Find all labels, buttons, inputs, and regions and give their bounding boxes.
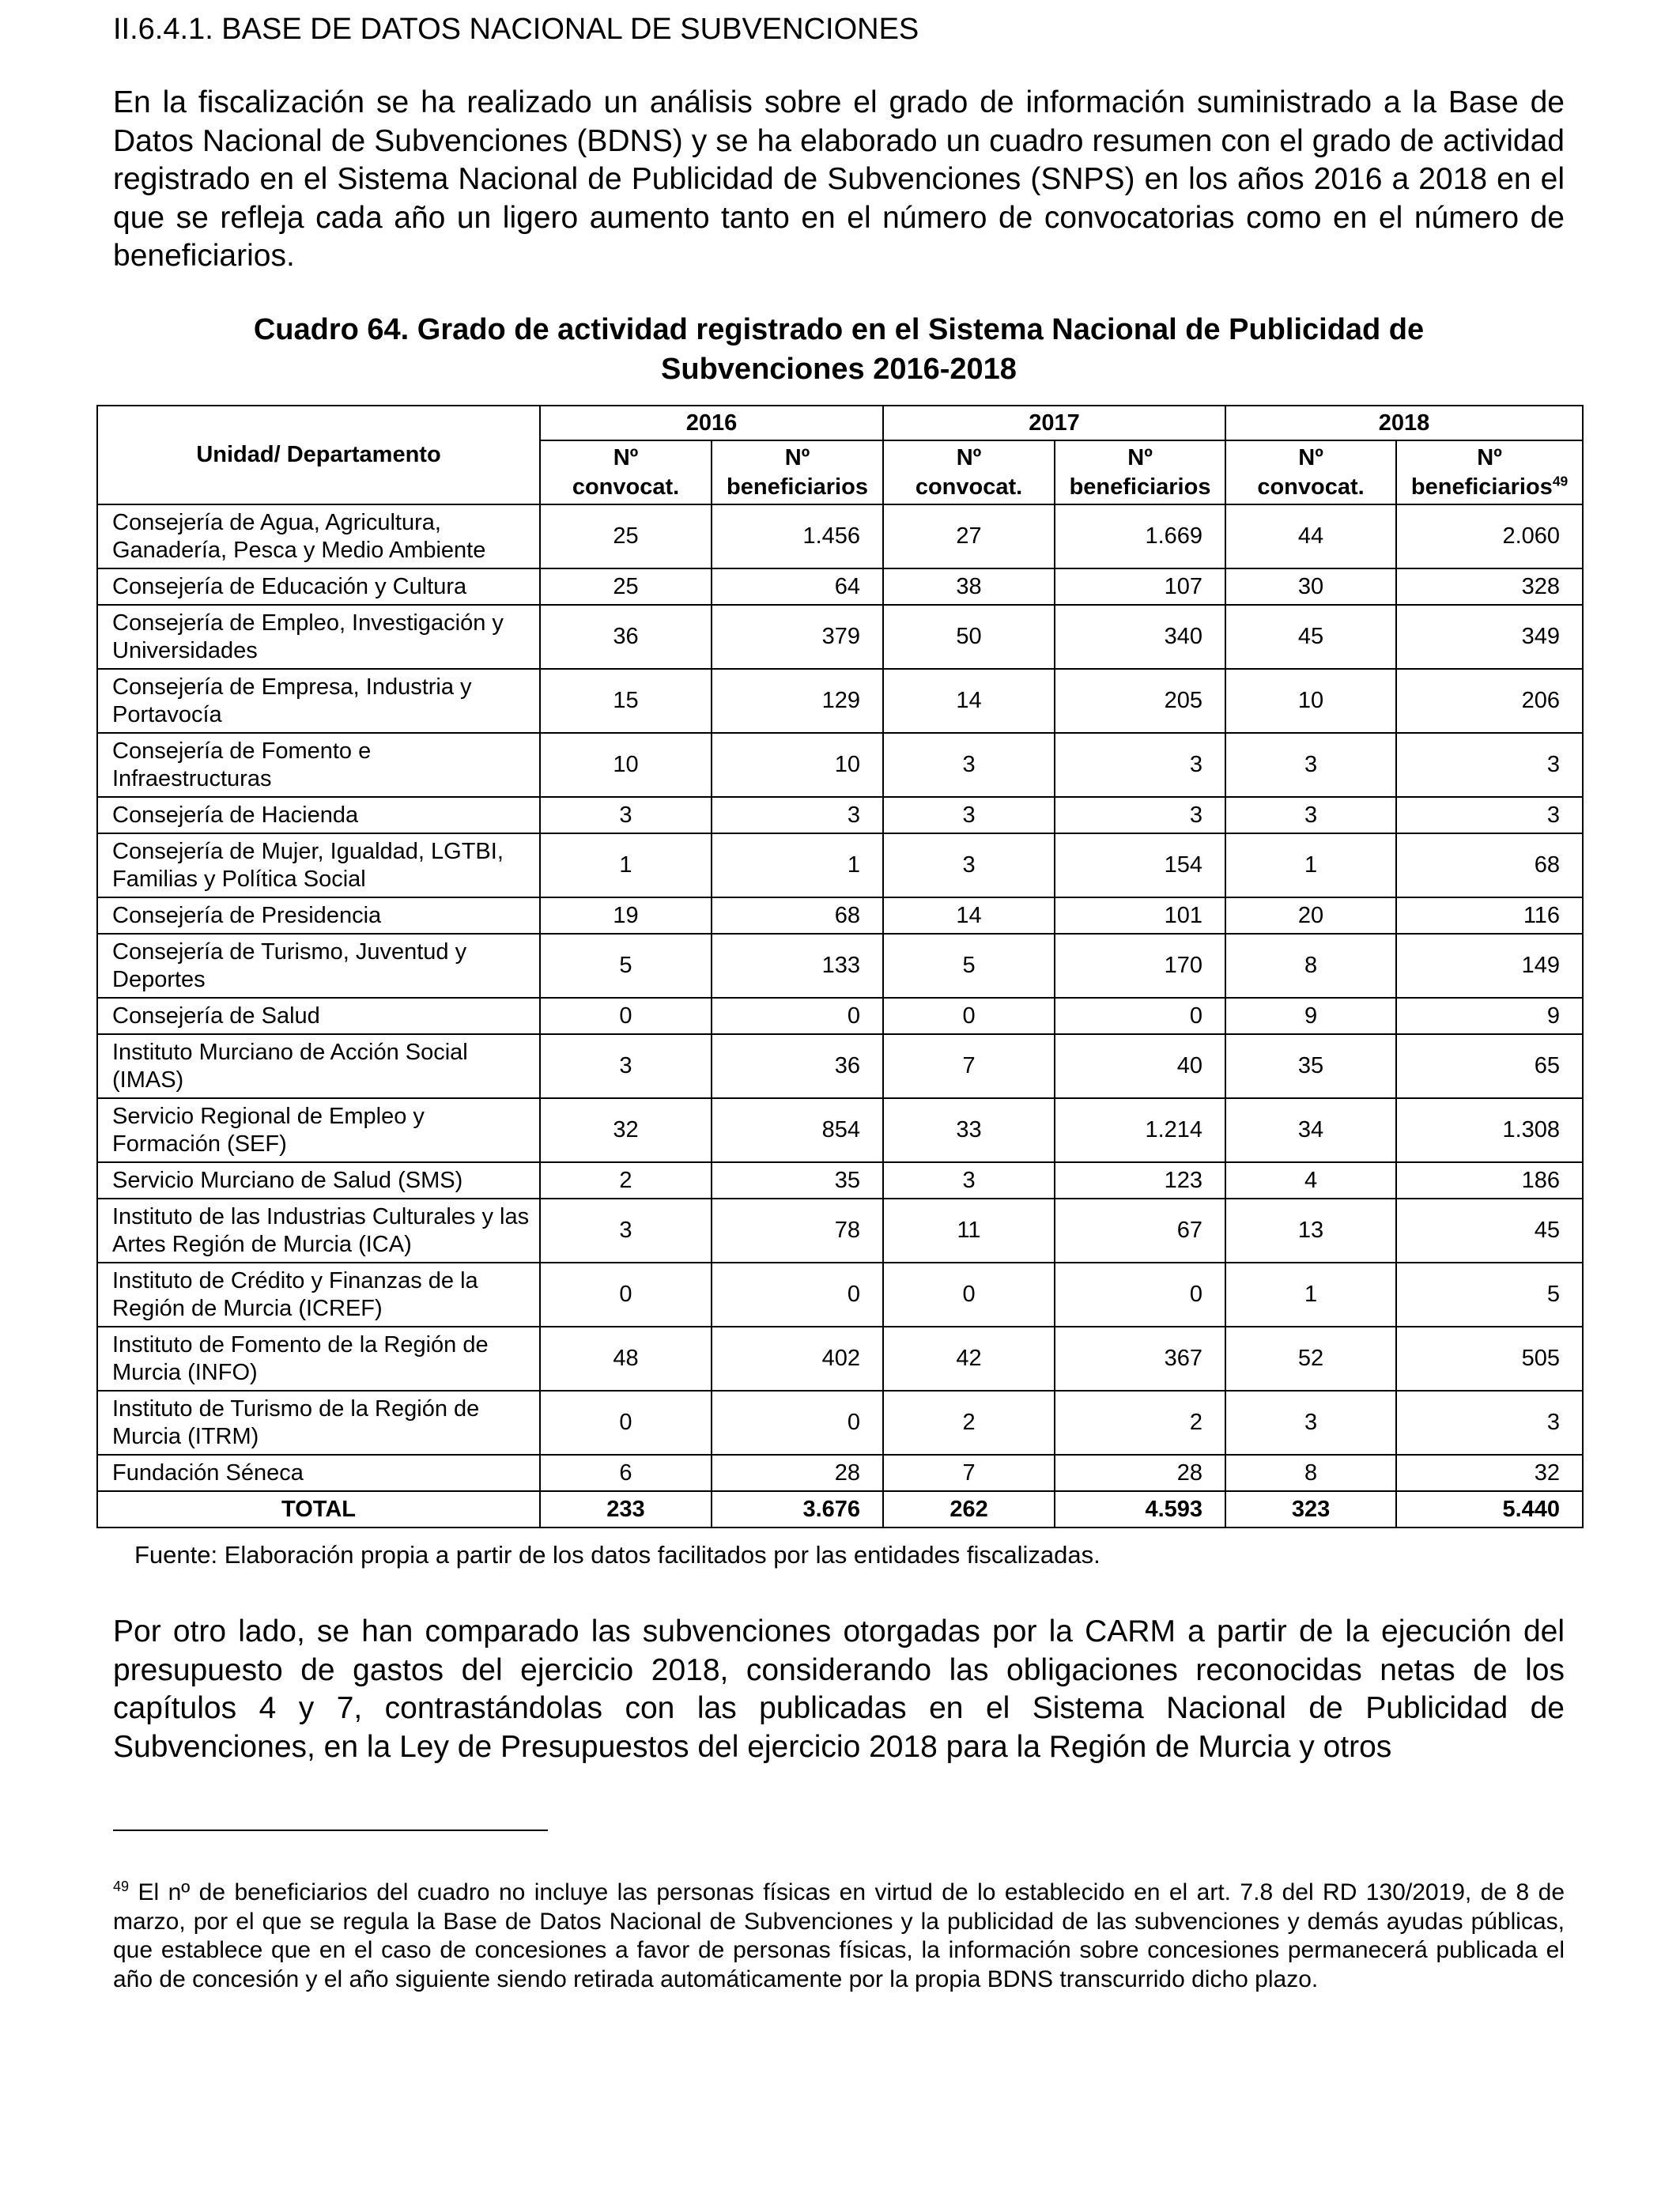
department-name: Instituto de las Industrias Culturales y las Artes Región de Murcia (ICA) xyxy=(97,1199,540,1263)
table-row xyxy=(97,833,1583,897)
convocat-2018: 3 xyxy=(1225,733,1396,797)
table-row xyxy=(97,1455,1583,1491)
convocat-2016: 15 xyxy=(540,669,712,733)
department-name: Instituto de Crédito y Finanzas de la Región de Murcia (ICREF) xyxy=(97,1263,540,1327)
convocat-2018: 3 xyxy=(1225,797,1396,833)
convocat-2016: 3 xyxy=(540,797,712,833)
convocat-2017: 2 xyxy=(883,1391,1055,1455)
table-row xyxy=(97,998,1583,1034)
convocat-2016: 3 xyxy=(540,1199,712,1263)
department-name: Servicio Regional de Empleo y Formación (SEF) xyxy=(97,1098,540,1162)
table-row xyxy=(97,1162,1583,1199)
beneficiarios-header: Nº beneficiarios xyxy=(1055,440,1225,504)
convocat-header: Nº convocat. xyxy=(1225,440,1396,504)
convocat-2017: 0 xyxy=(883,1263,1055,1327)
convocat-2017: 3 xyxy=(883,1162,1055,1199)
benef-2017: 3 xyxy=(1055,797,1225,833)
benef-2018: 3 xyxy=(1396,1391,1583,1455)
convocat-2018: 1 xyxy=(1225,833,1396,897)
department-name: Consejería de Agua, Agricultura, Ganadería, Pesca y Medio Ambiente xyxy=(97,504,540,568)
convocat-2016: 0 xyxy=(540,998,712,1034)
benef-2017: 0 xyxy=(1055,998,1225,1034)
table-row xyxy=(97,1098,1583,1162)
benef-2018: 505 xyxy=(1396,1327,1583,1391)
convocat-2017: 27 xyxy=(883,504,1055,568)
table-caption-line1: Cuadro 64. Grado de actividad registrado en el Sistema Nacional de Publicidad de xyxy=(253,313,1425,346)
benef-2018: 186 xyxy=(1396,1162,1583,1199)
table-row xyxy=(97,1034,1583,1098)
department-name: Consejería de Salud xyxy=(97,998,540,1034)
benef-2018: 9 xyxy=(1396,998,1583,1034)
convocat-2017: 33 xyxy=(883,1098,1055,1162)
benef-2017: 1.669 xyxy=(1055,504,1225,568)
benef-2017: 67 xyxy=(1055,1199,1225,1263)
benef-2018: 3 xyxy=(1396,797,1583,833)
benef-2016: 129 xyxy=(712,669,883,733)
department-name: Servicio Murciano de Salud (SMS) xyxy=(97,1162,540,1199)
department-name: Consejería de Hacienda xyxy=(97,797,540,833)
benef-2016: 3 xyxy=(712,797,883,833)
benef-2016: 64 xyxy=(712,568,883,605)
total-label: TOTAL xyxy=(97,1491,540,1527)
convocat-2016: 32 xyxy=(540,1098,712,1162)
benef-2018: 65 xyxy=(1396,1034,1583,1098)
benef-2017: 205 xyxy=(1055,669,1225,733)
benef-2016: 1 xyxy=(712,833,883,897)
convocat-2018: 10 xyxy=(1225,669,1396,733)
table-row xyxy=(97,669,1583,733)
benef-2016: 36 xyxy=(712,1034,883,1098)
benef-2017: 3 xyxy=(1055,733,1225,797)
intro-paragraph: En la fiscalización se ha realizado un análisis sobre el grado de información suministrado a la Base de Datos Nacional de Subvenciones (BDNS) y se ha elaborado un cuadro resumen con el grado de actividad registrado en el Sistema Nacional de Publicidad de Subvenciones (SNPS) en los años 2016 a 2018 en el que se refleja cada año un ligero aumento tanto en el número de convocatorias como en el número de beneficiarios. xyxy=(113,85,1565,273)
benef-2016: 854 xyxy=(712,1098,883,1162)
benef-2018: 45 xyxy=(1396,1199,1583,1263)
total-convocat-2016: 233 xyxy=(540,1491,712,1527)
convocat-2018: 1 xyxy=(1225,1263,1396,1327)
convocat-2017: 0 xyxy=(883,998,1055,1034)
convocat-2017: 11 xyxy=(883,1199,1055,1263)
benef-2018: 149 xyxy=(1396,934,1583,998)
table-row xyxy=(97,733,1583,797)
convocat-2018: 30 xyxy=(1225,568,1396,605)
table-row xyxy=(97,1327,1583,1391)
convocat-2018: 8 xyxy=(1225,934,1396,998)
convocat-2018: 34 xyxy=(1225,1098,1396,1162)
benef-2016: 402 xyxy=(712,1327,883,1391)
benef-2017: 170 xyxy=(1055,934,1225,998)
convocat-2017: 3 xyxy=(883,797,1055,833)
convocat-2017: 5 xyxy=(883,934,1055,998)
convocat-2017: 14 xyxy=(883,669,1055,733)
convocat-2017: 42 xyxy=(883,1327,1055,1391)
benef-2016: 10 xyxy=(712,733,883,797)
convocat-header: Nº convocat. xyxy=(540,440,712,504)
total-row xyxy=(97,1491,1583,1527)
second-paragraph: Por otro lado, se han comparado las subvenciones otorgadas por la CARM a partir de la ejecución del presupuesto de gastos del ejercicio 2018, considerando las obligaciones reconocidas netas de los capítulos 4 y 7, contrastándolas con las publicadas en el Sistema Nacional de Publicidad de Subvenciones, en la Ley de Presupuestos del ejercicio 2018 para la Región de Murcia y otros xyxy=(113,1614,1565,1764)
footnote-divider xyxy=(113,1830,548,1831)
convocat-2016: 0 xyxy=(540,1391,712,1455)
benef-2018: 1.308 xyxy=(1396,1098,1583,1162)
convocat-2017: 3 xyxy=(883,833,1055,897)
total-benef-2017: 4.593 xyxy=(1055,1491,1225,1527)
benef-2017: 154 xyxy=(1055,833,1225,897)
source-note: Fuente: Elaboración propia a partir de los datos facilitados por las entidades fiscalizadas. xyxy=(134,1541,1100,1569)
convocat-2018: 9 xyxy=(1225,998,1396,1034)
department-name: Fundación Séneca xyxy=(97,1455,540,1491)
benef-2017: 340 xyxy=(1055,605,1225,669)
convocat-2016: 19 xyxy=(540,897,712,934)
convocat-2018: 20 xyxy=(1225,897,1396,934)
benef-2017: 1.214 xyxy=(1055,1098,1225,1162)
year-header-row xyxy=(97,406,1583,440)
department-name: Consejería de Turismo, Juventud y Deportes xyxy=(97,934,540,998)
convocat-2016: 6 xyxy=(540,1455,712,1491)
convocat-2016: 0 xyxy=(540,1263,712,1327)
benef-2016: 133 xyxy=(712,934,883,998)
year-header: 2018 xyxy=(1225,406,1583,440)
benef-2016: 78 xyxy=(712,1199,883,1263)
table-caption-line2: Subvenciones 2016-2018 xyxy=(661,353,1017,386)
benef-2016: 68 xyxy=(712,897,883,934)
convocat-2016: 48 xyxy=(540,1327,712,1391)
total-benef-2018: 5.440 xyxy=(1396,1491,1583,1527)
total-convocat-2018: 323 xyxy=(1225,1491,1396,1527)
convocat-2018: 52 xyxy=(1225,1327,1396,1391)
department-name: Consejería de Educación y Cultura xyxy=(97,568,540,605)
table-row xyxy=(97,797,1583,833)
footnote-reference: 49 xyxy=(1552,472,1569,489)
benef-2016: 0 xyxy=(712,998,883,1034)
convocat-2016: 3 xyxy=(540,1034,712,1098)
convocat-2018: 13 xyxy=(1225,1199,1396,1263)
footnote xyxy=(113,1879,1565,1994)
convocat-2017: 7 xyxy=(883,1034,1055,1098)
table-row xyxy=(97,1391,1583,1455)
benef-2017: 107 xyxy=(1055,568,1225,605)
convocat-2018: 44 xyxy=(1225,504,1396,568)
department-name: Consejería de Mujer, Igualdad, LGTBI, Familias y Política Social xyxy=(97,833,540,897)
table-row xyxy=(97,504,1583,568)
year-header: 2016 xyxy=(540,406,883,440)
beneficiarios-header: Nº beneficiarios xyxy=(712,440,883,504)
convocat-2018: 45 xyxy=(1225,605,1396,669)
benef-2018: 2.060 xyxy=(1396,504,1583,568)
table-row xyxy=(97,568,1583,605)
convocat-header: Nº convocat. xyxy=(883,440,1055,504)
subsidy-activity-table xyxy=(96,405,1584,1528)
convocat-2018: 3 xyxy=(1225,1391,1396,1455)
department-name: Instituto de Turismo de la Región de Murcia (ITRM) xyxy=(97,1391,540,1455)
benef-2018: 328 xyxy=(1396,568,1583,605)
benef-2016: 379 xyxy=(712,605,883,669)
benef-2017: 0 xyxy=(1055,1263,1225,1327)
benef-2016: 0 xyxy=(712,1263,883,1327)
convocat-2018: 4 xyxy=(1225,1162,1396,1199)
footnote-number: 49 xyxy=(113,1879,130,1894)
benef-2016: 1.456 xyxy=(712,504,883,568)
benef-2018: 116 xyxy=(1396,897,1583,934)
benef-2016: 28 xyxy=(712,1455,883,1491)
convocat-2017: 3 xyxy=(883,733,1055,797)
convocat-2017: 7 xyxy=(883,1455,1055,1491)
section-heading: II.6.4.1. BASE DE DATOS NACIONAL DE SUBVENCIONES xyxy=(113,13,919,46)
convocat-2018: 35 xyxy=(1225,1034,1396,1098)
year-header: 2017 xyxy=(883,406,1225,440)
convocat-2017: 50 xyxy=(883,605,1055,669)
convocat-2016: 2 xyxy=(540,1162,712,1199)
table-caption xyxy=(113,310,1565,389)
convocat-2016: 36 xyxy=(540,605,712,669)
table-row xyxy=(97,1263,1583,1327)
benef-2017: 28 xyxy=(1055,1455,1225,1491)
benef-2017: 40 xyxy=(1055,1034,1225,1098)
convocat-2016: 1 xyxy=(540,833,712,897)
benef-2018: 3 xyxy=(1396,733,1583,797)
department-name: Consejería de Empleo, Investigación y Universidades xyxy=(97,605,540,669)
table-row xyxy=(97,605,1583,669)
benef-2016: 35 xyxy=(712,1162,883,1199)
department-name: Consejería de Fomento e Infraestructuras xyxy=(97,733,540,797)
benef-2017: 123 xyxy=(1055,1162,1225,1199)
convocat-2017: 14 xyxy=(883,897,1055,934)
department-name: Consejería de Presidencia xyxy=(97,897,540,934)
convocat-2016: 10 xyxy=(540,733,712,797)
table-row xyxy=(97,897,1583,934)
convocat-2017: 38 xyxy=(883,568,1055,605)
benef-2017: 101 xyxy=(1055,897,1225,934)
benef-2018: 206 xyxy=(1396,669,1583,733)
convocat-2016: 25 xyxy=(540,504,712,568)
benef-2018: 32 xyxy=(1396,1455,1583,1491)
department-name: Instituto Murciano de Acción Social (IMAS) xyxy=(97,1034,540,1098)
convocat-2018: 8 xyxy=(1225,1455,1396,1491)
table-row xyxy=(97,1199,1583,1263)
beneficiarios-header: Nº beneficiarios$^{49}$ xyxy=(1396,440,1583,504)
benef-2018: 349 xyxy=(1396,605,1583,669)
table-row xyxy=(97,934,1583,998)
benef-2017: 367 xyxy=(1055,1327,1225,1391)
total-convocat-2017: 262 xyxy=(883,1491,1055,1527)
benef-2018: 5 xyxy=(1396,1263,1583,1327)
department-name: Consejería de Empresa, Industria y Portavocía xyxy=(97,669,540,733)
convocat-2016: 5 xyxy=(540,934,712,998)
convocat-2016: 25 xyxy=(540,568,712,605)
benef-2018: 68 xyxy=(1396,833,1583,897)
unit-header: Unidad/ Departamento xyxy=(97,406,540,504)
benef-2017: 2 xyxy=(1055,1391,1225,1455)
department-name: Instituto de Fomento de la Región de Murcia (INFO) xyxy=(97,1327,540,1391)
footnote-text: El nº de beneficiarios del cuadro no incluye las personas físicas en virtud de lo establecido en el art. 7.8 del RD 130/2019, de 8 de marzo, por el que se regula la Base de Datos Nacional de Subvenciones y la publicidad de las subvenciones y demás ayudas públicas, que establece que en el caso de concesiones a favor de personas físicas, la información sobre concesiones permanecerá publicada el año de concesión y el año siguiente siendo retirada automáticamente por la propia BDNS transcurrido dicho plazo. xyxy=(113,1879,1565,1992)
total-benef-2016: 3.676 xyxy=(712,1491,883,1527)
benef-2016: 0 xyxy=(712,1391,883,1455)
